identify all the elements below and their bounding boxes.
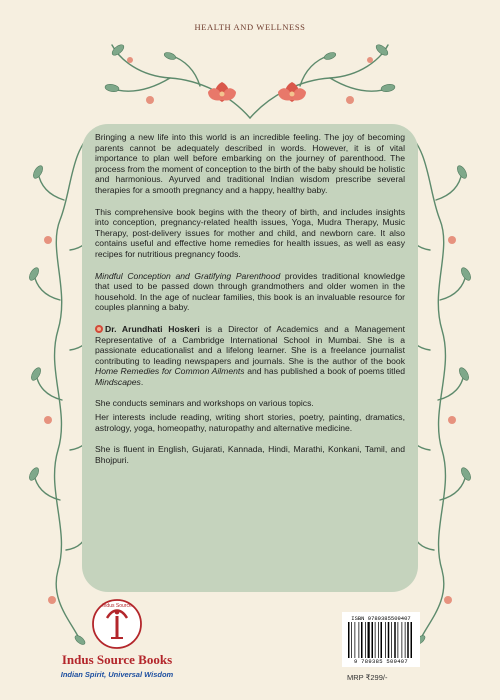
publisher-name: Indus Source Books	[61, 652, 173, 667]
blurb-paragraph-3	[95, 271, 405, 313]
blurb-panel	[82, 124, 418, 592]
barcode-bar	[411, 622, 413, 658]
author-bio-text-c: .	[140, 376, 144, 387]
barcode-bar	[355, 622, 356, 658]
barcode-bar	[378, 622, 379, 658]
isbn-barcode	[342, 612, 420, 667]
languages-paragraph: She is fluent in English, Gujarati, Kannada, Hindi, Marathi, Konkani, Tamil, and Bhojpuri.	[95, 444, 405, 465]
flower-bullet-icon	[95, 325, 103, 333]
barcode-bars	[347, 622, 415, 658]
interests-paragraph: Her interests include reading, writing short stories, poetry, painting, dramatics, astrology, yoga, homeopathy, naturopathy and alternative medicine.	[95, 412, 405, 433]
publisher-tagline: Indian Spirit, Universal Wisdom	[60, 670, 174, 679]
barcode-bar	[368, 622, 370, 658]
author-name: Dr. Arundhati Hoskeri	[105, 323, 200, 334]
barcode-bar	[402, 622, 403, 658]
publisher-block	[52, 598, 182, 679]
barcode-bar	[365, 622, 366, 658]
author-book-1: Home Remedies for Common Ailments	[95, 366, 245, 377]
isbn-digits: 9 789385 509407	[353, 658, 408, 665]
category-label: HEALTH AND WELLNESS	[194, 22, 306, 32]
barcode-bar	[407, 622, 409, 658]
barcode-bar	[351, 622, 352, 658]
barcode-bar	[372, 622, 374, 658]
author-bio-text-a: is a Director of Academics and a Management Representative of a Cambridge International School in Mumbai. She is a passionate educationalist and a lifelong learner. She is a freelance journalist contributing to leading newspapers and journals. She is the author of the book	[95, 323, 406, 366]
barcode-bar	[359, 622, 360, 658]
price-label: MRP ₹299/-	[347, 673, 388, 682]
barcode-bar	[348, 622, 350, 658]
barcode-bar	[405, 622, 406, 658]
author-bio-text-b: and has published a book of poems titled	[244, 366, 406, 377]
blurb-paragraph-2: This comprehensive book begins with the theory of birth, and includes insights into conception, pregnancy-related health issues, Yoga, Mudra Therapy, Music Therapy, post-delivery issues for mother and child, and newborn care. It also contains useful and effective home remedies for health issues, as well as easy recipes for nutritious pregnancy foods.	[95, 206, 405, 259]
indus-source-logo-icon	[91, 598, 143, 650]
seminars-line: She conducts seminars and workshops on various topics.	[95, 398, 314, 409]
blurb-paragraph-3-text: provides traditional knowledge that used to be passed down through grandmothers and older women in the household. In the age of nuclear families, this book is an invaluable resource for couples planning a baby.	[95, 270, 405, 313]
barcode-bar	[398, 622, 399, 658]
author-book-2: Mindscapes	[95, 376, 141, 387]
barcode-bar	[394, 622, 396, 658]
barcode-bar	[381, 622, 383, 658]
logo-text: Indus Source	[102, 603, 132, 609]
barcode-bar	[388, 622, 390, 658]
book-title-italic: Mindful Conception and Gratifying Parenthood	[95, 270, 281, 281]
isbn-label: ISBN 9789385509407	[351, 615, 411, 622]
barcode-bar	[375, 622, 376, 658]
author-bio-paragraph	[95, 324, 405, 388]
barcode-bar	[385, 622, 386, 658]
barcode-bar	[391, 622, 392, 658]
barcode-bar	[361, 622, 363, 658]
blurb-paragraph-1: Bringing a new life into this world is an incredible feeling. The joy of becoming parents cannot be adequately described in words. However, it is of vital importance to plan well before embarking on the journey of parenthood. The process from the moment of conception to the birth of the baby should be holistic and harmonious. Ayurved and traditional Indian wisdom prescribe several therapies for a smooth pregnancy and a happy, healthy baby.	[95, 132, 405, 195]
